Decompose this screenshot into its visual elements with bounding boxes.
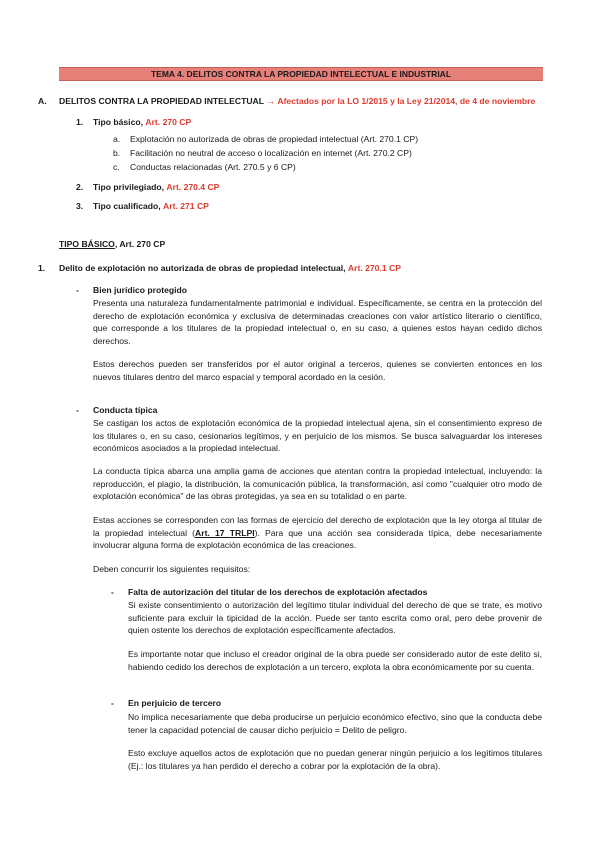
req2-heading: En perjuicio de tercero [128, 698, 222, 708]
subitem-c-letter: c. [113, 162, 120, 172]
trlpi-article-ref: Art. 17 TRLPI [195, 527, 255, 538]
req1-paragraph-2: Es importante notar que incluso el creador original de la obra puede ser considerado autor de este delito si, habiendo cedido los derechos de explotación a un tercero, explota la obra económicamente por su cuenta. [128, 649, 542, 672]
section-a-heading [59, 95, 559, 108]
conducta-heading: Conducta típica [93, 405, 158, 415]
delito-1-art: Art. 270.1 CP [347, 263, 401, 273]
outline-3-label: Tipo cualificado, [93, 201, 161, 211]
conducta-dash: - [76, 405, 79, 415]
conducta-paragraph-3 [93, 514, 542, 552]
req1-heading: Falta de autorización del titular de los derechos de explotación afectados [128, 587, 428, 597]
req2-dash: - [111, 698, 114, 708]
delito-1-heading [59, 262, 401, 275]
outline-2-number: 2. [76, 182, 84, 192]
arrow-icon: → [266, 96, 275, 106]
conducta-p3-start: Estas acciones se corresponden con las formas de ejercicio del derecho de explotación que la ley otorga al titular de la propiedad intelectual ( [93, 515, 542, 538]
section-a-marker: A. [38, 96, 47, 106]
topic-banner: TEMA 4. DELITOS CONTRA LA PROPIEDAD INTELECTUAL E INDUSTRIAL [59, 67, 543, 81]
bien-paragraph-1: Presenta una naturaleza fundamentalmente patrimonial e individual. Específicamente, se centra en la protección del derecho de explotación económica y exclusiva de determinadas creaciones con valor artístico literario o científico, que corresponde a los titulares de la propiedad intelectual o, en su caso, a quienes estos hayan cedido dichos derechos. [93, 298, 542, 346]
outline-item-2 [93, 181, 219, 194]
bien-dash: - [76, 285, 79, 295]
subitem-b-text: Facilitación no neutral de acceso o localización en internet (Art. 270.2 CP) [130, 148, 412, 158]
conducta-paragraph-2: La conducta típica abarca una amplia gama de acciones que atentan contra la propiedad intelectual, incluyendo: la reproducción, el plagio, la distribución, la comunicación pública, la transformación, así como "cualquier otro modo de explotación económica" de las obras protegidas, ya sea en su totalidad o en parte. [93, 466, 542, 502]
conducta-paragraph-1: Se castigan los actos de explotación económica de la propiedad intelectual ajena, sin el consentimiento expreso de los titulares o, en su caso, cesionarios legítimos, y en perjuicio de los mismos. Se busca salvaguardar los intereses económicos asociados a la propiedad intelectual. [93, 418, 542, 454]
subitem-c-text: Conductas relacionadas (Art. 270.5 y 6 CP) [130, 162, 296, 172]
req1-dash: - [111, 587, 114, 597]
outline-3-art: Art. 271 CP [163, 201, 209, 211]
conducta-p3-end: ). Para que una acción sea considerada típica, debe necesariamente involucrar alguna forma de explotación económica de las creaciones. [93, 527, 542, 551]
req2-paragraph-2: Esto excluye aquellos actos de explotación que no puedan generar ningún perjuicio a los legítimos titulares (Ej.: los titulares ya han perdido el derecho a cobrar por la explotación de la obra). [128, 748, 542, 771]
tipo-basico-label: TIPO BÁSICO [59, 239, 115, 249]
section-a-note: Afectados por la LO 1/2015 y la Ley 21/2014, de 4 de noviembre [277, 96, 536, 106]
subitem-b-letter: b. [113, 148, 121, 158]
section-a-title: DELITOS CONTRA LA PROPIEDAD INTELECTUAL [59, 96, 264, 106]
outline-3-number: 3. [76, 201, 84, 211]
bien-heading: Bien jurídico protegido [93, 285, 188, 295]
outline-1-art: Art. 270 CP [145, 117, 192, 127]
outline-1-number: 1. [76, 117, 84, 127]
conducta-paragraph-4: Deben concurrir los siguientes requisitos: [93, 564, 251, 574]
delito-1-title: Delito de explotación no autorizada de obras de propiedad intelectual, [59, 263, 346, 273]
delito-1-number: 1. [38, 263, 46, 273]
tipo-basico-art: , Art. 270 CP [114, 239, 166, 249]
bien-paragraph-2: Estos derechos pueden ser transferidos por el autor original a terceros, quienes se convierten entonces en los nuevos titulares dentro del marco espacial y temporal acordado en la cesión. [93, 359, 542, 382]
outline-item-3 [93, 200, 209, 213]
req2-paragraph-1: No implica necesariamente que deba producirse un perjuicio económico efectivo, sino que la conducta debe tener la capacidad potencial de causar dicho perjuicio = Delito de peligro. [128, 712, 542, 735]
subitem-a-letter: a. [113, 134, 121, 144]
outline-item-1 [93, 116, 191, 129]
tipo-basico-heading [59, 238, 165, 251]
outline-2-label: Tipo privilegiado, [93, 182, 164, 192]
req1-paragraph-1: Si existe consentimiento o autorización del legítimo titular individual del derecho de que se trate, es motivo suficiente para excluir la tipicidad de la acción. Puede ser tanto escrita como oral, pero debe provenir de quien ostente los derechos de explotación específicamente afectados. [128, 600, 542, 636]
outline-2-art: Art. 270.4 CP [166, 182, 220, 192]
outline-1-label: Tipo básico, [93, 117, 143, 127]
subitem-a-text: Explotación no autorizada de obras de propiedad intelectual (Art. 270.1 CP) [130, 134, 419, 144]
